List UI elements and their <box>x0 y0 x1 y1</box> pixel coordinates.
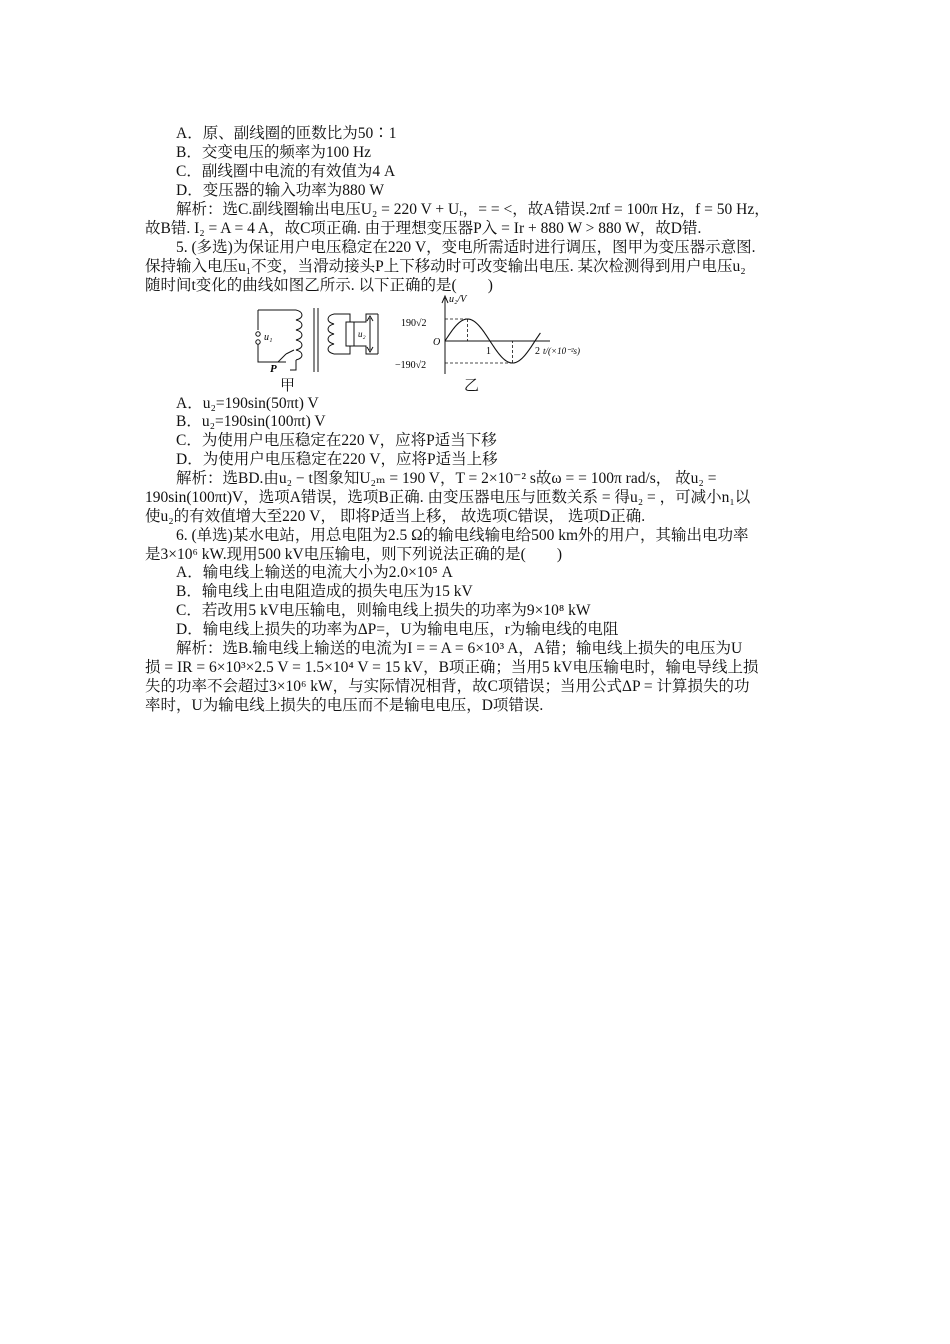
q6-solution-line-4: 率时，U为输电线上损失的电压而不是输电电压，D项错误. <box>145 697 544 714</box>
label-p: P <box>270 363 277 375</box>
q6-solution-line-1: 解析：选B.输电线上输送的电流为I = = A = 6×10³ A，A错；输电线上损失的电压为U <box>176 640 743 657</box>
q6-solution-line-2: 损 = IR = 6×10³×2.5 V = 1.5×10⁴ V = 15 kV，B项正确；当用5 kV电压输电时，输电导线上损 <box>145 659 759 676</box>
voltage-time-chart <box>395 290 605 376</box>
q6-option-c: C．若改用5 kV电压输电，则输电线上损失的功率为9×10⁸ kW <box>176 602 591 619</box>
q6-option-d: D．输电线上损失的功率为ΔP=，U为输电电压，r为输电线的电阻 <box>176 621 619 638</box>
q4-option-b: B．交变电压的频率为100 Hz <box>176 144 372 161</box>
x-tick-2: 2 <box>535 346 540 357</box>
q4-solution-line-2: 故B错. I₂ = A = 4 A，故C项正确. 由于理想变压器P入 = Ir + 880 W > 880 W，故D错. <box>145 220 702 237</box>
y-tick-min: −190√2 <box>395 360 427 371</box>
figure-caption-jia: 甲 <box>280 378 296 394</box>
q6-stem-line-1: 6. (单选)某水电站，用总电阻为2.5 Ω的输电线输电给500 km外的用户，其输出电功率 <box>176 527 749 544</box>
q5-stem-line-1: 5. (多选)为保证用户电压稳定在220 V，变电所需适时进行调压，图甲为变压器示意图. <box>176 239 756 256</box>
x-tick-1: 1 <box>486 346 491 357</box>
q6-stem-line-2: 是3×10⁶ kW.现用500 kV电压输电，则下列说法正确的是( ) <box>145 546 562 563</box>
q6-solution-line-3: 失的功率不会超过3×10⁶ kW，与实际情况相背，故C项错误；当用公式ΔP = 计算损失的功 <box>145 678 750 695</box>
q6-option-b: B．输电线上由电阻造成的损失电压为15 kV <box>176 583 473 600</box>
figure-caption-yi: 乙 <box>464 378 480 394</box>
q4-option-c: C．副线圈中电流的有效值为4 A <box>176 163 396 180</box>
origin-label: O <box>433 337 441 348</box>
q5-solution-line-2: 190sin(100πt)V，选项A错误，选项B正确. 由变压器电压与匝数关系 = 得u₂ = ，可减小n₁以 <box>145 489 751 506</box>
q4-option-a: A．原、副线圈的匝数比为50∶1 <box>176 125 397 142</box>
q5-option-d: D．为使用户电压稳定在220 V，应将P适当上移 <box>176 451 498 468</box>
x-axis-label: t/(×10⁻²s) <box>543 346 581 356</box>
label-u2: u₂ <box>358 329 366 339</box>
y-tick-max: 190√2 <box>401 318 427 329</box>
q5-solution-line-1: 解析：选BD.由u₂ − t图象知U₂ₘ = 190 V，T = 2×10⁻² s故ω = = 100π rad/s， 故u₂ = <box>176 470 717 487</box>
q5-stem-line-2: 保持输入电压u₁不变，当滑动接头P上下移动时可改变输出电压. 某次检测得到用户电压u₂ <box>145 258 746 275</box>
transformer-diagram <box>250 300 390 380</box>
q5-option-b: B．u₂=190sin(100πt) V <box>176 413 326 430</box>
y-axis-label: u₂/V <box>449 294 467 305</box>
q5-stem-line-3: 随时间t变化的曲线如图乙所示. 以下正确的是( ) <box>145 277 493 294</box>
q4-option-d: D．变压器的输入功率为880 W <box>176 182 384 199</box>
q6-option-a: A．输电线上输送的电流大小为2.0×10⁵ A <box>176 564 453 581</box>
q5-solution-line-3: 使u₂的有效值增大至220 V， 即将P适当上移， 故选项C错误， 选项D正确. <box>145 508 646 525</box>
q5-option-c: C．为使用户电压稳定在220 V，应将P适当下移 <box>176 432 497 449</box>
label-u1: u₁ <box>264 332 273 343</box>
q5-option-a: A．u₂=190sin(50πt) V <box>176 395 319 412</box>
q4-solution-line-1: 解析：选C.副线圈输出电压U₂ = 220 V + Uᵣ，= = <，故A错误.2πf = 100π Hz，f = 50 Hz， <box>176 201 770 218</box>
